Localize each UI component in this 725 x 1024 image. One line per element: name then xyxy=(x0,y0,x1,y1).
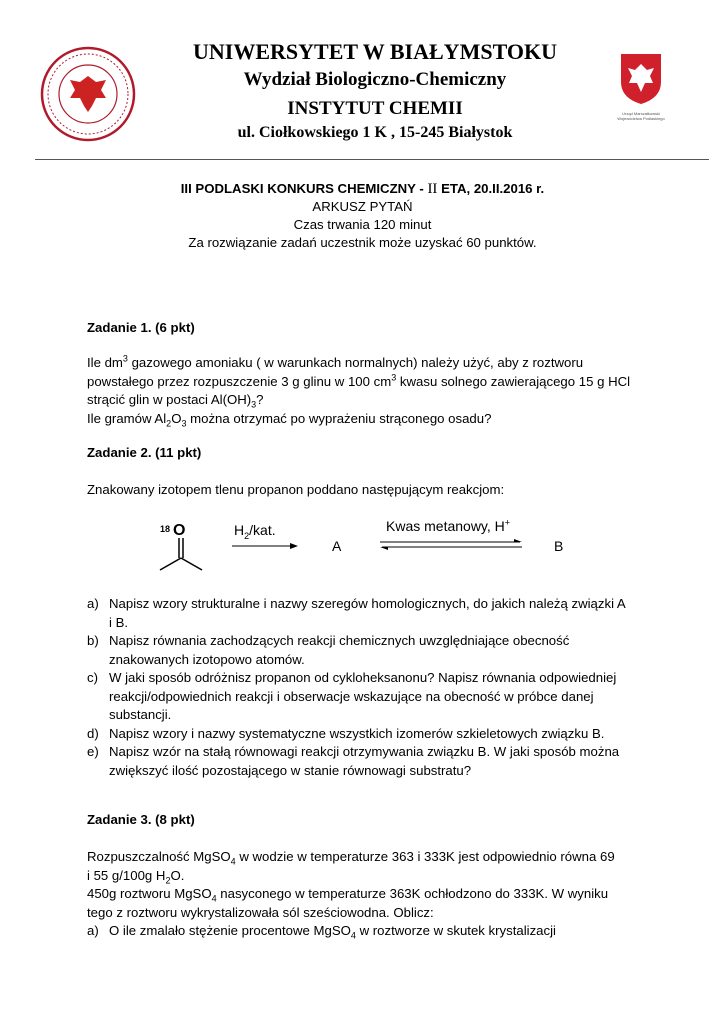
exam-duration: Czas trwania 120 minut xyxy=(293,217,432,232)
institute-name: INSTYTUT CHEMII xyxy=(287,98,463,119)
oxygen-label: O xyxy=(173,522,186,539)
institute-address: ul. Ciołkowskiego 1 K , 15-245 Białystok xyxy=(237,124,513,141)
header-divider xyxy=(35,159,709,160)
list-item: b) Napisz równania zachodzących reakcji chemicznych uwzględniające obecność znakowanych izotopowo atomów. xyxy=(87,633,570,667)
isotope-label: 18 xyxy=(160,524,171,534)
exam-points-note: Za rozwiązanie zadań uczestnik może uzyskać 60 punktów. xyxy=(188,235,537,250)
faculty-name: Wydział Biologiczno-Chemiczny xyxy=(243,69,507,90)
reagent-formic-acid: Kwas metanowy, H+ xyxy=(386,517,511,534)
equilibrium-arrow-icon xyxy=(378,539,524,551)
exam-title: III PODLASKI KONKURS CHEMICZNY - II ETA, 20.II.2016 r. xyxy=(180,181,545,197)
regional-logo-caption: Urząd Marszałkowski Województwa Podlaskiego xyxy=(617,111,665,121)
university-name: UNIWERSYTET W BIAŁYMSTOKU xyxy=(193,39,557,64)
task3-title: Zadanie 3. (8 pkt) xyxy=(87,812,195,827)
task2-intro: Znakowany izotopem tlenu propanon poddano następującym reakcjom: xyxy=(87,482,505,497)
task2-title: Zadanie 2. (11 pkt) xyxy=(87,445,202,460)
task3-body: Rozpuszczalność MgSO$_4$ w wodzie w temperaturze 363 i 333K jest odpowiednio równa 69 i 55 g/100g $H_2O$. 450g roztworu MgSO$_4$ nasyconego w temperaturze 363K ochłodzono do 333K. W wyniku tego z roztworu wykrystalizowała sól sześciowodna. Oblicz: a) O ile zmalało stężenie procentowe MgSO$_4$ w roztworze w skutek krystalizacji xyxy=(87,849,615,941)
list-item: d) Napisz wzory i nazwy systematyczne wszystkich izomerów szkieletowych związku B. xyxy=(87,725,605,741)
university-seal xyxy=(40,46,136,142)
product-b: B xyxy=(554,538,564,554)
exam-sheet: ARKUSZ PYTAŃ xyxy=(312,199,413,214)
task1-title: Zadanie 1. (6 pkt) xyxy=(87,320,195,335)
list-item: c) W jaki sposób odróżnisz propanon od cykloheksanonu? Napisz równania odpowiedniej reakcji/odpowiednich reakcji i obserwacje wskazujące na obecność w próbce danej substancji. xyxy=(87,670,617,722)
list-item: a) Napisz wzory strukturalne i nazwy szeregów homologicznych, do jakich należą związki A i B. xyxy=(87,596,626,630)
task2-questions xyxy=(87,595,647,780)
list-item: e) Napisz wzór na stałą równowagi reakcji otrzymywania związku B. W jaki sposób można zwiększyć ilość pozostającego w stanie równowagi substratu? xyxy=(87,744,620,778)
reaction-scheme xyxy=(150,518,590,578)
task1-body: Ile $dm^3$ gazowego amoniaku ( w warunkach normalnych) należy użyć, aby z roztworu powstałego przez rozpuszczenie 3 g glinu w 100 $cm^3$ kwasu solnego zawierającego 15 g HCl strącić glin w postaci $Al(OH)_3$? Ile gramów $Al_2O_3$ można otrzymać po wyprażeniu strąconego osadu? xyxy=(87,353,631,429)
arrow-right-icon xyxy=(232,542,298,550)
regional-logo xyxy=(612,50,670,124)
reagent-hydrogen: $H_2$/kat. xyxy=(234,522,276,541)
product-a: A xyxy=(332,538,342,554)
